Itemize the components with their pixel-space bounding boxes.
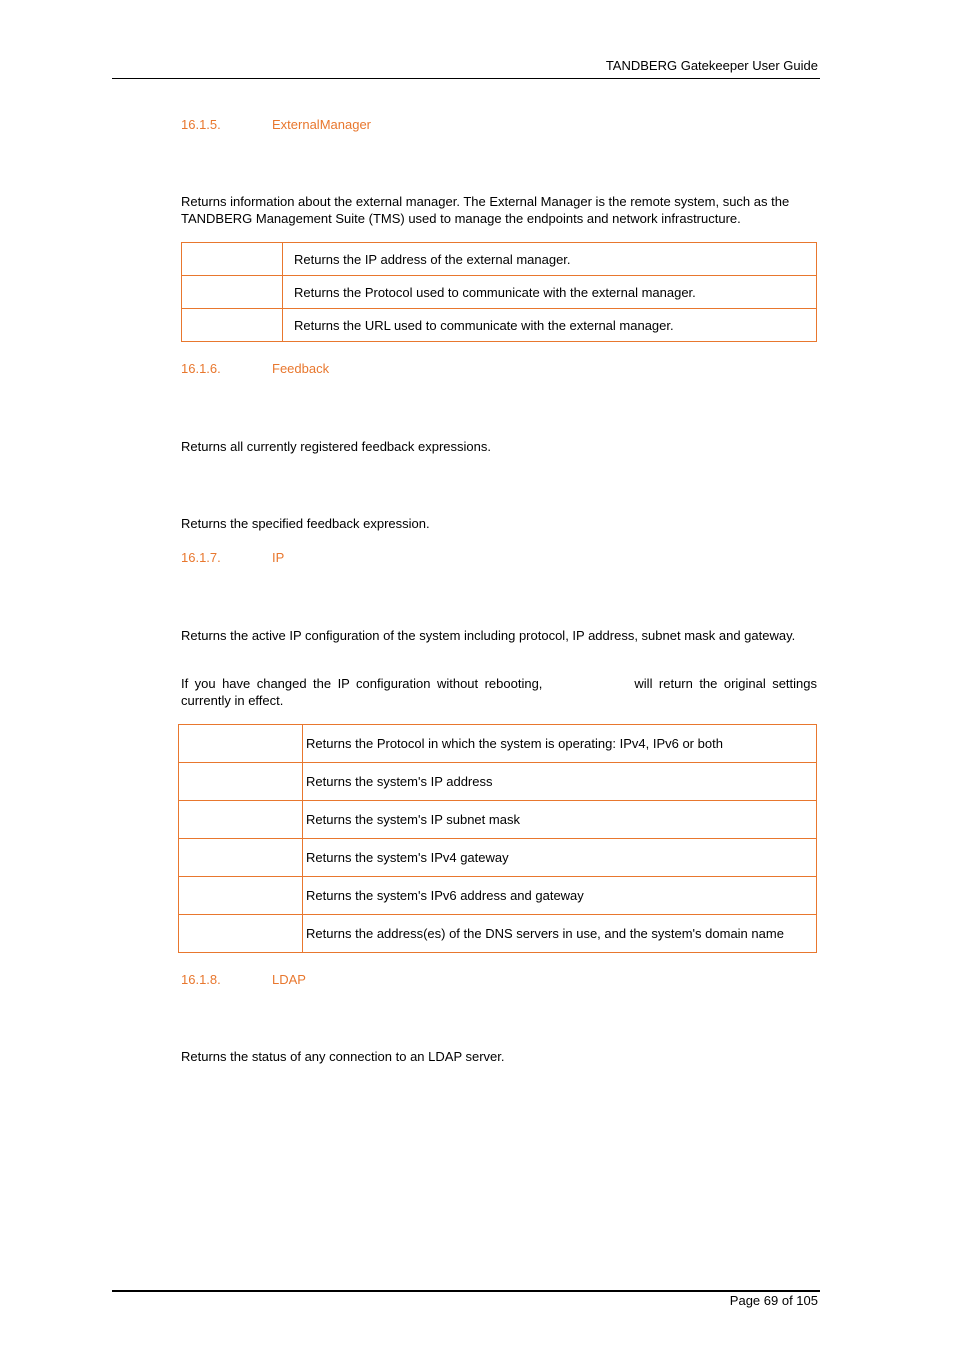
- ldap-description: Returns the status of any connection to an LDAP server.: [181, 1049, 505, 1064]
- ip-description: Returns the active IP configuration of the system including protocol, IP address, subnet mask and gateway.: [181, 628, 796, 643]
- ip-table: [178, 724, 817, 953]
- section-heading-externalmanager: [181, 117, 371, 132]
- document-header-title: TANDBERG Gatekeeper User Guide: [605, 58, 818, 73]
- table-row: [182, 309, 817, 342]
- table-description-cell: Returns the Protocol used to communicate with the external manager.: [283, 276, 817, 309]
- table-key-cell: [179, 801, 303, 839]
- table-row: [179, 763, 817, 801]
- table-row: [179, 839, 817, 877]
- section-title: IP: [272, 550, 285, 565]
- section-heading-ldap: [181, 972, 306, 987]
- table-description-cell: Returns the system's IP address: [303, 763, 817, 801]
- table-description-cell: Returns the URL used to communicate with the external manager.: [283, 309, 817, 342]
- section-heading-ip: [181, 550, 284, 565]
- table-key-cell: [179, 915, 303, 953]
- table-key-cell: [182, 309, 283, 342]
- ip-note: [181, 675, 817, 709]
- ip-note-after: will return the original settings currently in effect.: [181, 676, 817, 708]
- section-heading-feedback: [181, 361, 329, 376]
- table-row: [182, 276, 817, 309]
- section-title: LDAP: [272, 972, 306, 987]
- table-description-cell: Returns the system's IP subnet mask: [303, 801, 817, 839]
- table-description-cell: Returns the system's IPv6 address and gateway: [303, 877, 817, 915]
- section-title: ExternalManager: [272, 117, 371, 132]
- section-number: 16.1.7.: [181, 550, 221, 565]
- table-key-cell: [179, 839, 303, 877]
- ip-note-before: If you have changed the IP configuration without rebooting,: [181, 676, 543, 691]
- feedback-all-description: Returns all currently registered feedback expressions.: [181, 439, 491, 454]
- section-title: Feedback: [272, 361, 330, 376]
- section-number: 16.1.5.: [181, 117, 221, 132]
- table-row: [179, 915, 817, 953]
- header-rule: [112, 78, 820, 79]
- table-row: [179, 725, 817, 763]
- table-row: [179, 801, 817, 839]
- table-key-cell: [179, 763, 303, 801]
- footer-rule: [112, 1290, 820, 1292]
- table-row: [182, 243, 817, 276]
- externalmanager-table: [181, 242, 817, 342]
- externalmanager-description: Returns information about the external manager. The External Manager is the remote system, such as the TANDBERG Management Suite (TMS) used to manage the endpoints and network infrastructure.: [181, 194, 790, 226]
- table-key-cell: [182, 243, 283, 276]
- section-number: 16.1.8.: [181, 972, 221, 987]
- table-key-cell: [179, 725, 303, 763]
- table-key-cell: [182, 276, 283, 309]
- table-description-cell: Returns the address(es) of the DNS servers in use, and the system's domain name: [303, 915, 817, 953]
- section-number: 16.1.6.: [181, 361, 221, 376]
- table-description-cell: Returns the Protocol in which the system is operating: IPv4, IPv6 or both: [303, 725, 817, 763]
- feedback-specific-description: Returns the specified feedback expression.: [181, 516, 430, 531]
- page-number: Page 69 of 105: [729, 1293, 818, 1308]
- table-row: [179, 877, 817, 915]
- table-description-cell: Returns the IP address of the external manager.: [283, 243, 817, 276]
- table-description-cell: Returns the system's IPv4 gateway: [303, 839, 817, 877]
- table-key-cell: [179, 877, 303, 915]
